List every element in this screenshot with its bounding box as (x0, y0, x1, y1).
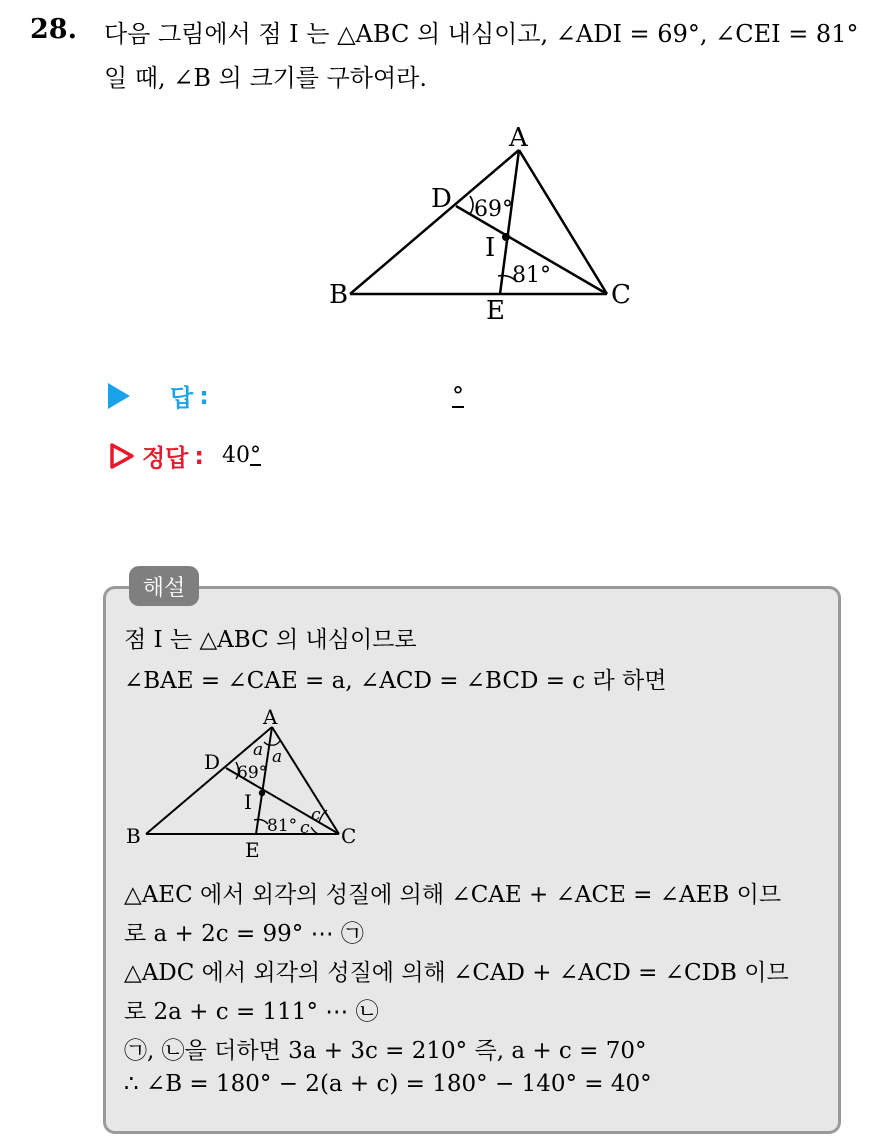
solution-line-1: 점 I 는 △ABC 의 내심이므로 (124, 627, 417, 653)
label-i: I (244, 790, 252, 814)
play-arrow-icon (108, 383, 130, 409)
angle-label-c-2: c (300, 818, 310, 838)
label-a: A (509, 123, 528, 153)
solution-line-8: ∴ ∠B = 180° − 2(a + c) = 180° − 140° = 40° (124, 1071, 652, 1097)
angle-label-69: 69° (237, 763, 268, 783)
answer-colon: : (199, 381, 209, 410)
label-d: D (431, 184, 452, 214)
angle-label-81: 81° (267, 816, 298, 836)
label-e: E (245, 838, 260, 862)
incenter-point (259, 790, 265, 796)
correct-answer-label: 정답 (142, 444, 189, 472)
label-b: B (126, 824, 141, 848)
label-a: A (263, 705, 278, 729)
label-d: D (204, 750, 221, 774)
correct-answer-value: 40° (221, 443, 261, 468)
solution-line-7: ㉠, ㉡을 더하면 3a + 3c = 210° 즉, a + c = 70° (124, 1038, 647, 1064)
angle-label-69: 69° (474, 197, 513, 222)
correct-answer-unit: ° (249, 443, 261, 468)
label-b: B (329, 280, 349, 310)
incenter-point (502, 233, 510, 241)
solution-tab: 해설 (129, 566, 199, 606)
label-c: C (341, 824, 357, 848)
triangle-figure (320, 120, 650, 330)
answer-label: 답 (170, 384, 194, 412)
angle-label-a-2: a (272, 747, 283, 767)
answer-unit: ° (452, 382, 464, 410)
solution-triangle-figure (120, 702, 370, 867)
question-text-line-1: 다음 그림에서 점 I 는 △ABC 의 내심이고, ∠ADI = 69°, ∠CEI = 81° (104, 20, 859, 48)
label-e: E (486, 296, 505, 326)
angle-label-c-1: c (311, 805, 321, 825)
solution-line-6: 로 2a + c = 111° ⋯ ㉡ (124, 999, 379, 1025)
solution-line-4: 로 a + 2c = 99° ⋯ ㉠ (124, 921, 364, 947)
correct-answer-colon: : (194, 441, 204, 470)
side-ab (350, 150, 519, 294)
angle-arc-adi (470, 196, 473, 214)
angle-label-a-1: a (253, 740, 264, 760)
angle-label-81: 81° (512, 263, 551, 288)
question-number: 28. (30, 14, 77, 45)
question-text-line-2: 일 때, ∠B 의 크기를 구하여라. (104, 64, 427, 92)
solution-line-2: ∠BAE = ∠CAE = a, ∠ACD = ∠BCD = c 라 하면 (124, 668, 667, 694)
solution-line-5: △ADC 에서 외각의 성질에 의해 ∠CAD + ∠ACD = ∠CDB 이므 (124, 960, 789, 986)
correct-answer-row (108, 438, 261, 473)
label-i: I (485, 233, 496, 263)
solution-line-3: △AEC 에서 외각의 성질에 의해 ∠CAE + ∠ACE = ∠AEB 이므 (124, 882, 782, 908)
outline-arrow-icon (108, 442, 136, 470)
answer-row (108, 378, 209, 413)
label-c: C (611, 280, 631, 310)
